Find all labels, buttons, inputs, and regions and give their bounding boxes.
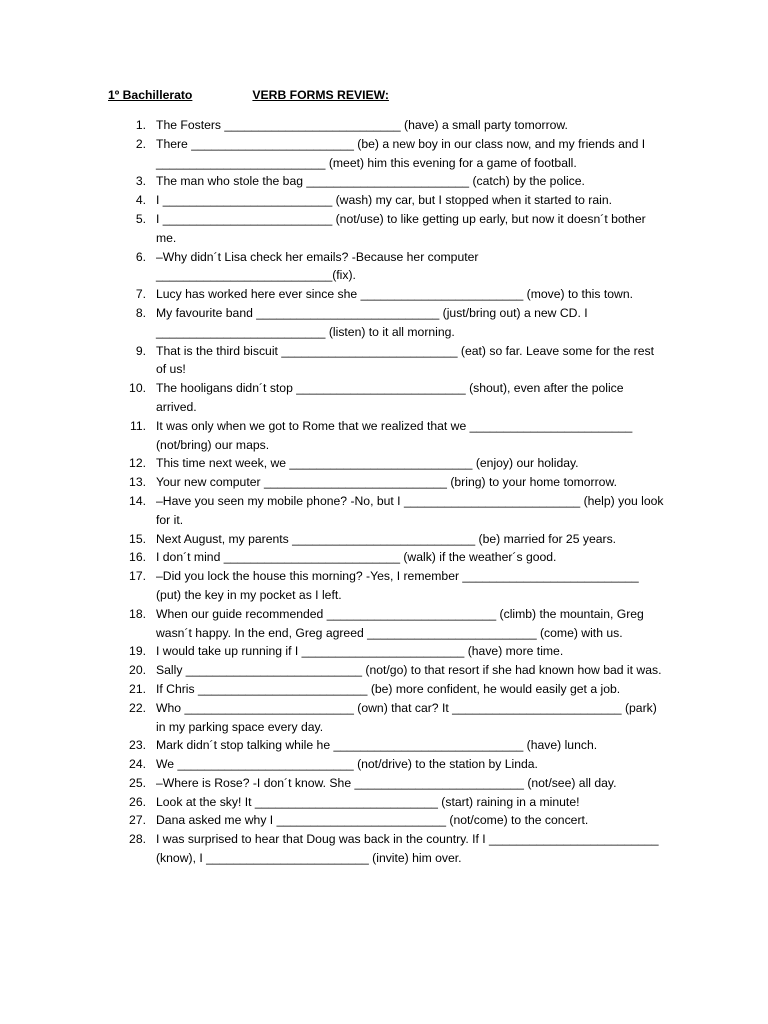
question-text: –Did you lock the house this morning? -Yes, I remember __________________________ (put) the key in my pocket as I left. [156, 569, 639, 602]
question-number: 9. [135, 343, 146, 358]
question-text: If Chris _________________________ (be) more confident, he would easily get a job. [156, 681, 621, 696]
question-item [120, 304, 665, 342]
question-text: The man who stole the bag ________________________ (catch) by the police. [156, 174, 585, 189]
course-label: 1º Bachillerato [108, 88, 193, 102]
question-number: 27. [129, 813, 146, 828]
question-item [120, 492, 665, 530]
question-number: 11. [129, 418, 146, 433]
question-number: 17. [129, 569, 146, 584]
question-item [120, 417, 665, 455]
question-text: I was surprised to hear that Doug was back in the country. If I _________________________ (know), I ________________________ (invite) him over. [156, 832, 659, 866]
question-number: 3. [135, 174, 146, 189]
question-text: My favourite band ___________________________ (just/bring out) a new CD. I _________________________ (listen) to it all morning. [156, 305, 588, 339]
question-number: 21. [129, 681, 146, 696]
question-item [120, 473, 665, 492]
question-item [120, 548, 665, 567]
question-number: 8. [135, 305, 146, 320]
question-item [120, 774, 665, 793]
question-number: 16. [129, 550, 146, 565]
question-number: 15. [129, 531, 146, 546]
question-number: 26. [129, 794, 146, 809]
question-item [120, 379, 665, 417]
question-text: Dana asked me why I _________________________ (not/come) to the concert. [156, 813, 589, 828]
question-number: 22. [129, 700, 146, 715]
page-title: VERB FORMS REVIEW: [252, 88, 389, 102]
question-text: Next August, my parents ___________________________ (be) married for 25 years. [156, 531, 617, 546]
question-number: 23. [129, 738, 146, 753]
question-item [120, 755, 665, 774]
question-number: 4. [135, 193, 146, 208]
question-number: 28. [129, 832, 146, 847]
question-item [120, 285, 665, 304]
question-text: –Why didn´t Lisa check her emails? -Because her computer __________________________(fix). [156, 249, 479, 283]
question-number: 5. [135, 211, 146, 226]
question-text: We __________________________ (not/drive) to the station by Linda. [156, 757, 538, 772]
question-item [120, 661, 665, 680]
question-item [120, 342, 665, 380]
question-text: It was only when we got to Rome that we realized that we ________________________ (not/bring) our maps. [156, 418, 633, 452]
question-item [120, 811, 665, 830]
question-text: I don´t mind __________________________ (walk) if the weather´s good. [156, 550, 557, 565]
question-item [120, 680, 665, 699]
question-item [120, 116, 665, 135]
question-text: Who _________________________ (own) that car? It _________________________ (park) in my parking space every day. [156, 700, 657, 734]
question-text: The Fosters __________________________ (have) a small party tomorrow. [156, 118, 568, 132]
question-text: This time next week, we ___________________________ (enjoy) our holiday. [156, 456, 579, 471]
question-item [120, 736, 665, 755]
question-text: Look at the sky! It ___________________________ (start) raining in a minute! [156, 794, 580, 809]
question-text: I _________________________ (wash) my car, but I stopped when it started to rain. [156, 193, 612, 208]
question-text: Your new computer ___________________________ (bring) to your home tomorrow. [156, 475, 617, 490]
question-number: 6. [135, 249, 146, 264]
question-item [120, 793, 665, 812]
question-number: 19. [129, 644, 146, 659]
question-text: –Where is Rose? -I don´t know. She _________________________ (not/see) all day. [156, 775, 617, 790]
question-item [120, 191, 665, 210]
question-text: I would take up running if I ________________________ (have) more time. [156, 644, 564, 659]
question-number: 24. [129, 757, 146, 772]
question-item [120, 605, 665, 643]
question-number: 10. [129, 381, 146, 396]
question-text: I _________________________ (not/use) to like getting up early, but now it doesn´t bother me. [156, 211, 646, 245]
question-text: Mark didn´t stop talking while he ____________________________ (have) lunch. [156, 738, 598, 753]
question-item [120, 248, 665, 286]
question-number: 18. [129, 606, 146, 621]
question-text: Sally __________________________ (not/go) to that resort if she had known how bad it was. [156, 663, 662, 678]
question-list [120, 116, 665, 868]
question-item [120, 172, 665, 191]
question-number: 20. [129, 663, 146, 678]
question-item [120, 135, 665, 173]
question-number: 14. [129, 493, 146, 508]
question-text: That is the third biscuit __________________________ (eat) so far. Leave some for the rest of us! [156, 343, 654, 377]
page-header [108, 87, 389, 103]
question-number: 25. [129, 775, 146, 790]
question-text: The hooligans didn´t stop _________________________ (shout), even after the police arrived. [156, 381, 624, 414]
question-item [120, 567, 665, 605]
question-item [120, 210, 665, 248]
question-item [120, 699, 665, 737]
question-number: 13. [129, 475, 146, 490]
question-text: Lucy has worked here ever since she ________________________ (move) to this town. [156, 287, 633, 302]
question-text: –Have you seen my mobile phone? -No, but I __________________________ (help) you look for it. [156, 493, 664, 527]
question-number: 12. [129, 456, 146, 471]
question-number: 7. [135, 287, 146, 302]
question-text: There ________________________ (be) a new boy in our class now, and my friends and I _________________________ (meet) him this evening for a game of football. [156, 136, 646, 170]
question-text: When our guide recommended _________________________ (climb) the mountain, Greg wasn´t happy. In the end, Greg agreed _________________________ (come) with us. [156, 606, 644, 640]
question-item [120, 530, 665, 549]
question-number: 1. [135, 118, 146, 132]
question-number: 2. [135, 136, 146, 151]
question-item [120, 642, 665, 661]
question-item [120, 830, 665, 868]
question-item [120, 454, 665, 473]
